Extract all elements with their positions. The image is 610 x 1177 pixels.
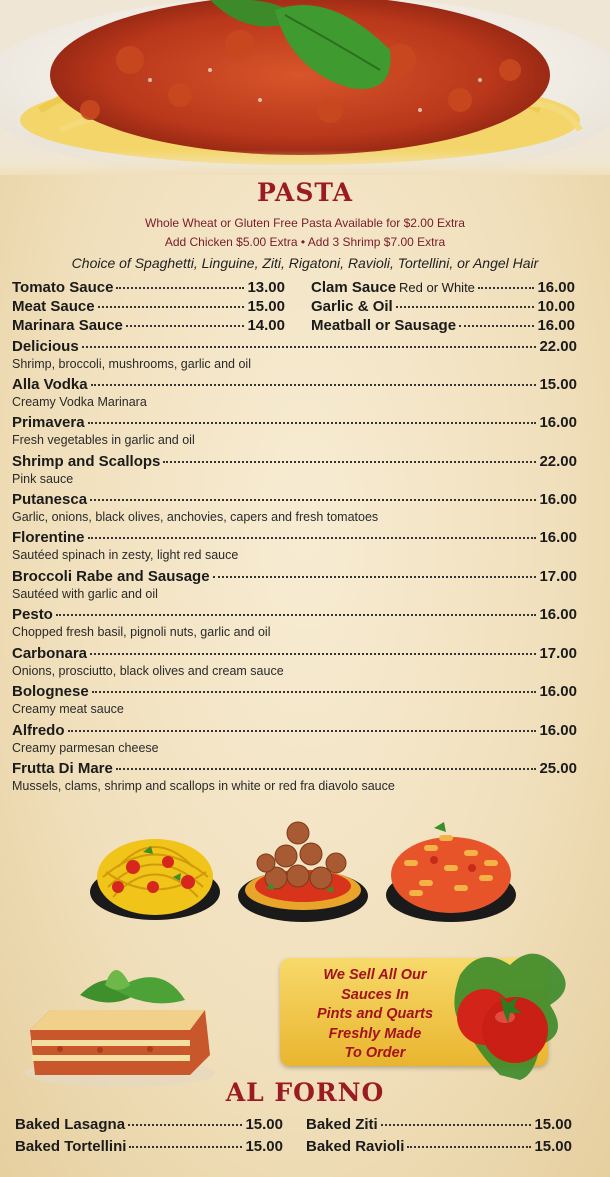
item-price: 15.00 bbox=[534, 1138, 572, 1155]
item-price: 15.00 bbox=[245, 1138, 283, 1155]
item-price: 22.00 bbox=[539, 453, 577, 470]
item-name: Alla Vodka bbox=[12, 376, 88, 393]
dot-leader bbox=[98, 306, 245, 308]
promo-line: We Sell All Our bbox=[323, 967, 427, 983]
pasta-section-title: PASTA bbox=[256, 178, 354, 207]
tomato-image bbox=[440, 945, 580, 1090]
dot-leader bbox=[407, 1146, 531, 1148]
menu-item bbox=[12, 529, 577, 546]
item-description: Shrimp, broccoli, mushrooms, garlic and oil bbox=[12, 357, 251, 371]
dot-leader bbox=[478, 287, 535, 289]
dot-leader bbox=[82, 346, 537, 348]
item-price: 22.00 bbox=[539, 338, 577, 355]
dot-leader bbox=[163, 461, 536, 463]
al-forno-section-title: AL FORNO bbox=[225, 1078, 385, 1107]
dot-leader bbox=[68, 730, 537, 732]
item-description: Mussels, clams, shrimp and scallops in white or red fra diavolo sauce bbox=[12, 779, 395, 793]
add-protein-note: Add Chicken $5.00 Extra • Add 3 Shrimp $7.00 Extra bbox=[164, 235, 446, 249]
item-name: Marinara Sauce bbox=[12, 317, 123, 334]
menu-item bbox=[311, 298, 575, 315]
dot-leader bbox=[90, 653, 536, 655]
menu-item bbox=[12, 317, 285, 334]
menu-item bbox=[306, 1116, 572, 1133]
menu-item bbox=[12, 376, 577, 393]
item-price: 16.00 bbox=[539, 529, 577, 546]
dot-leader bbox=[128, 1124, 242, 1126]
spaghetti-plate-image bbox=[88, 822, 223, 927]
menu-item bbox=[12, 683, 577, 700]
item-name: Baked Ravioli bbox=[306, 1138, 405, 1155]
item-description: Sautéed with garlic and oil bbox=[12, 587, 158, 601]
menu-item bbox=[306, 1138, 572, 1155]
item-description: Sautéed spinach in zesty, light red sauce bbox=[12, 548, 239, 562]
menu-item bbox=[12, 760, 577, 777]
dot-leader bbox=[116, 768, 537, 770]
dot-leader bbox=[90, 499, 536, 501]
item-price: 15.00 bbox=[247, 298, 285, 315]
menu-item bbox=[12, 338, 577, 355]
item-name: Shrimp and Scallops bbox=[12, 453, 161, 470]
item-description: Pink sauce bbox=[12, 472, 74, 486]
fusilli-plate-image bbox=[384, 820, 519, 927]
item-name: Garlic & Oil bbox=[311, 298, 393, 315]
item-price: 17.00 bbox=[539, 568, 577, 585]
item-description: Chopped fresh basil, pignoli nuts, garlic and oil bbox=[12, 625, 271, 639]
dot-leader bbox=[396, 306, 535, 308]
dot-leader bbox=[92, 691, 537, 693]
item-description: Fresh vegetables in garlic and oil bbox=[12, 433, 195, 447]
dot-leader bbox=[381, 1124, 532, 1126]
menu-item bbox=[12, 279, 285, 296]
menu-item bbox=[12, 568, 577, 585]
promo-line: Pints and Quarts bbox=[316, 1006, 434, 1022]
item-name: Carbonara bbox=[12, 645, 88, 662]
hero-pasta-image bbox=[0, 0, 610, 175]
item-name: Tomato Sauce bbox=[12, 279, 114, 296]
item-name: Baked Ziti bbox=[306, 1116, 378, 1133]
menu-item bbox=[311, 317, 575, 334]
item-name: Florentine bbox=[12, 529, 85, 546]
item-description: Creamy Vodka Marinara bbox=[12, 395, 147, 409]
item-price: 17.00 bbox=[539, 645, 577, 662]
item-name: Bolognese bbox=[12, 683, 89, 700]
item-name: Putanesca bbox=[12, 491, 88, 508]
menu-item bbox=[12, 645, 577, 662]
dot-leader bbox=[126, 325, 245, 327]
lasagna-image bbox=[20, 955, 220, 1095]
item-price: 16.00 bbox=[537, 279, 575, 296]
dot-leader bbox=[88, 537, 537, 539]
item-name: Clam Sauce bbox=[311, 279, 397, 296]
pasta-choice-note: Choice of Spaghetti, Linguine, Ziti, Rigatoni, Ravioli, Tortellini, or Angel Hair bbox=[71, 255, 539, 271]
item-name: Baked Tortellini bbox=[15, 1138, 127, 1155]
item-name: Frutta Di Mare bbox=[12, 760, 113, 777]
item-description: Creamy meat sauce bbox=[12, 702, 124, 716]
item-price: 25.00 bbox=[539, 760, 577, 777]
item-price: 16.00 bbox=[539, 683, 577, 700]
item-price: 16.00 bbox=[539, 606, 577, 623]
menu-item bbox=[12, 453, 577, 470]
whole-wheat-note: Whole Wheat or Gluten Free Pasta Available for $2.00 Extra bbox=[145, 216, 465, 230]
dot-leader bbox=[129, 1146, 242, 1148]
item-price: 16.00 bbox=[539, 722, 577, 739]
item-name: Meatball or Sausage bbox=[311, 317, 457, 334]
meatball-plate-image bbox=[236, 818, 371, 928]
dot-leader bbox=[116, 287, 244, 289]
promo-line: Sauces In bbox=[341, 986, 409, 1003]
menu-item bbox=[12, 606, 577, 623]
item-description: Creamy parmesan cheese bbox=[12, 741, 159, 755]
promo-line: Freshly Made bbox=[328, 1025, 422, 1042]
item-extra: Red or White bbox=[399, 280, 475, 295]
item-price: 15.00 bbox=[245, 1116, 283, 1133]
dot-leader bbox=[56, 614, 537, 616]
item-price: 13.00 bbox=[247, 279, 285, 296]
item-name: Alfredo bbox=[12, 722, 65, 739]
dot-leader bbox=[213, 576, 537, 578]
item-price: 15.00 bbox=[534, 1116, 572, 1133]
item-name: Primavera bbox=[12, 414, 85, 431]
item-description: Onions, prosciutto, black olives and cream sauce bbox=[12, 664, 284, 678]
item-name: Baked Lasagna bbox=[15, 1116, 126, 1133]
menu-item bbox=[15, 1138, 283, 1155]
dot-leader bbox=[91, 384, 537, 386]
menu-item bbox=[311, 279, 575, 296]
menu-item bbox=[12, 491, 577, 508]
menu-item bbox=[15, 1116, 283, 1133]
item-price: 16.00 bbox=[539, 414, 577, 431]
item-name: Meat Sauce bbox=[12, 298, 95, 315]
item-price: 15.00 bbox=[539, 376, 577, 393]
dot-leader bbox=[459, 325, 534, 327]
item-name: Broccoli Rabe and Sausage bbox=[12, 568, 210, 585]
item-price: 14.00 bbox=[247, 317, 285, 334]
promo-line: To Order bbox=[344, 1045, 406, 1061]
dot-leader bbox=[88, 422, 537, 424]
item-price: 16.00 bbox=[537, 317, 575, 334]
item-price: 16.00 bbox=[539, 491, 577, 508]
menu-item bbox=[12, 722, 577, 739]
item-price: 10.00 bbox=[537, 298, 575, 315]
menu-item bbox=[12, 414, 577, 431]
menu-item bbox=[12, 298, 285, 315]
item-description: Garlic, onions, black olives, anchovies, capers and fresh tomatoes bbox=[12, 510, 379, 524]
item-name: Pesto bbox=[12, 606, 53, 623]
item-name: Delicious bbox=[12, 338, 79, 355]
